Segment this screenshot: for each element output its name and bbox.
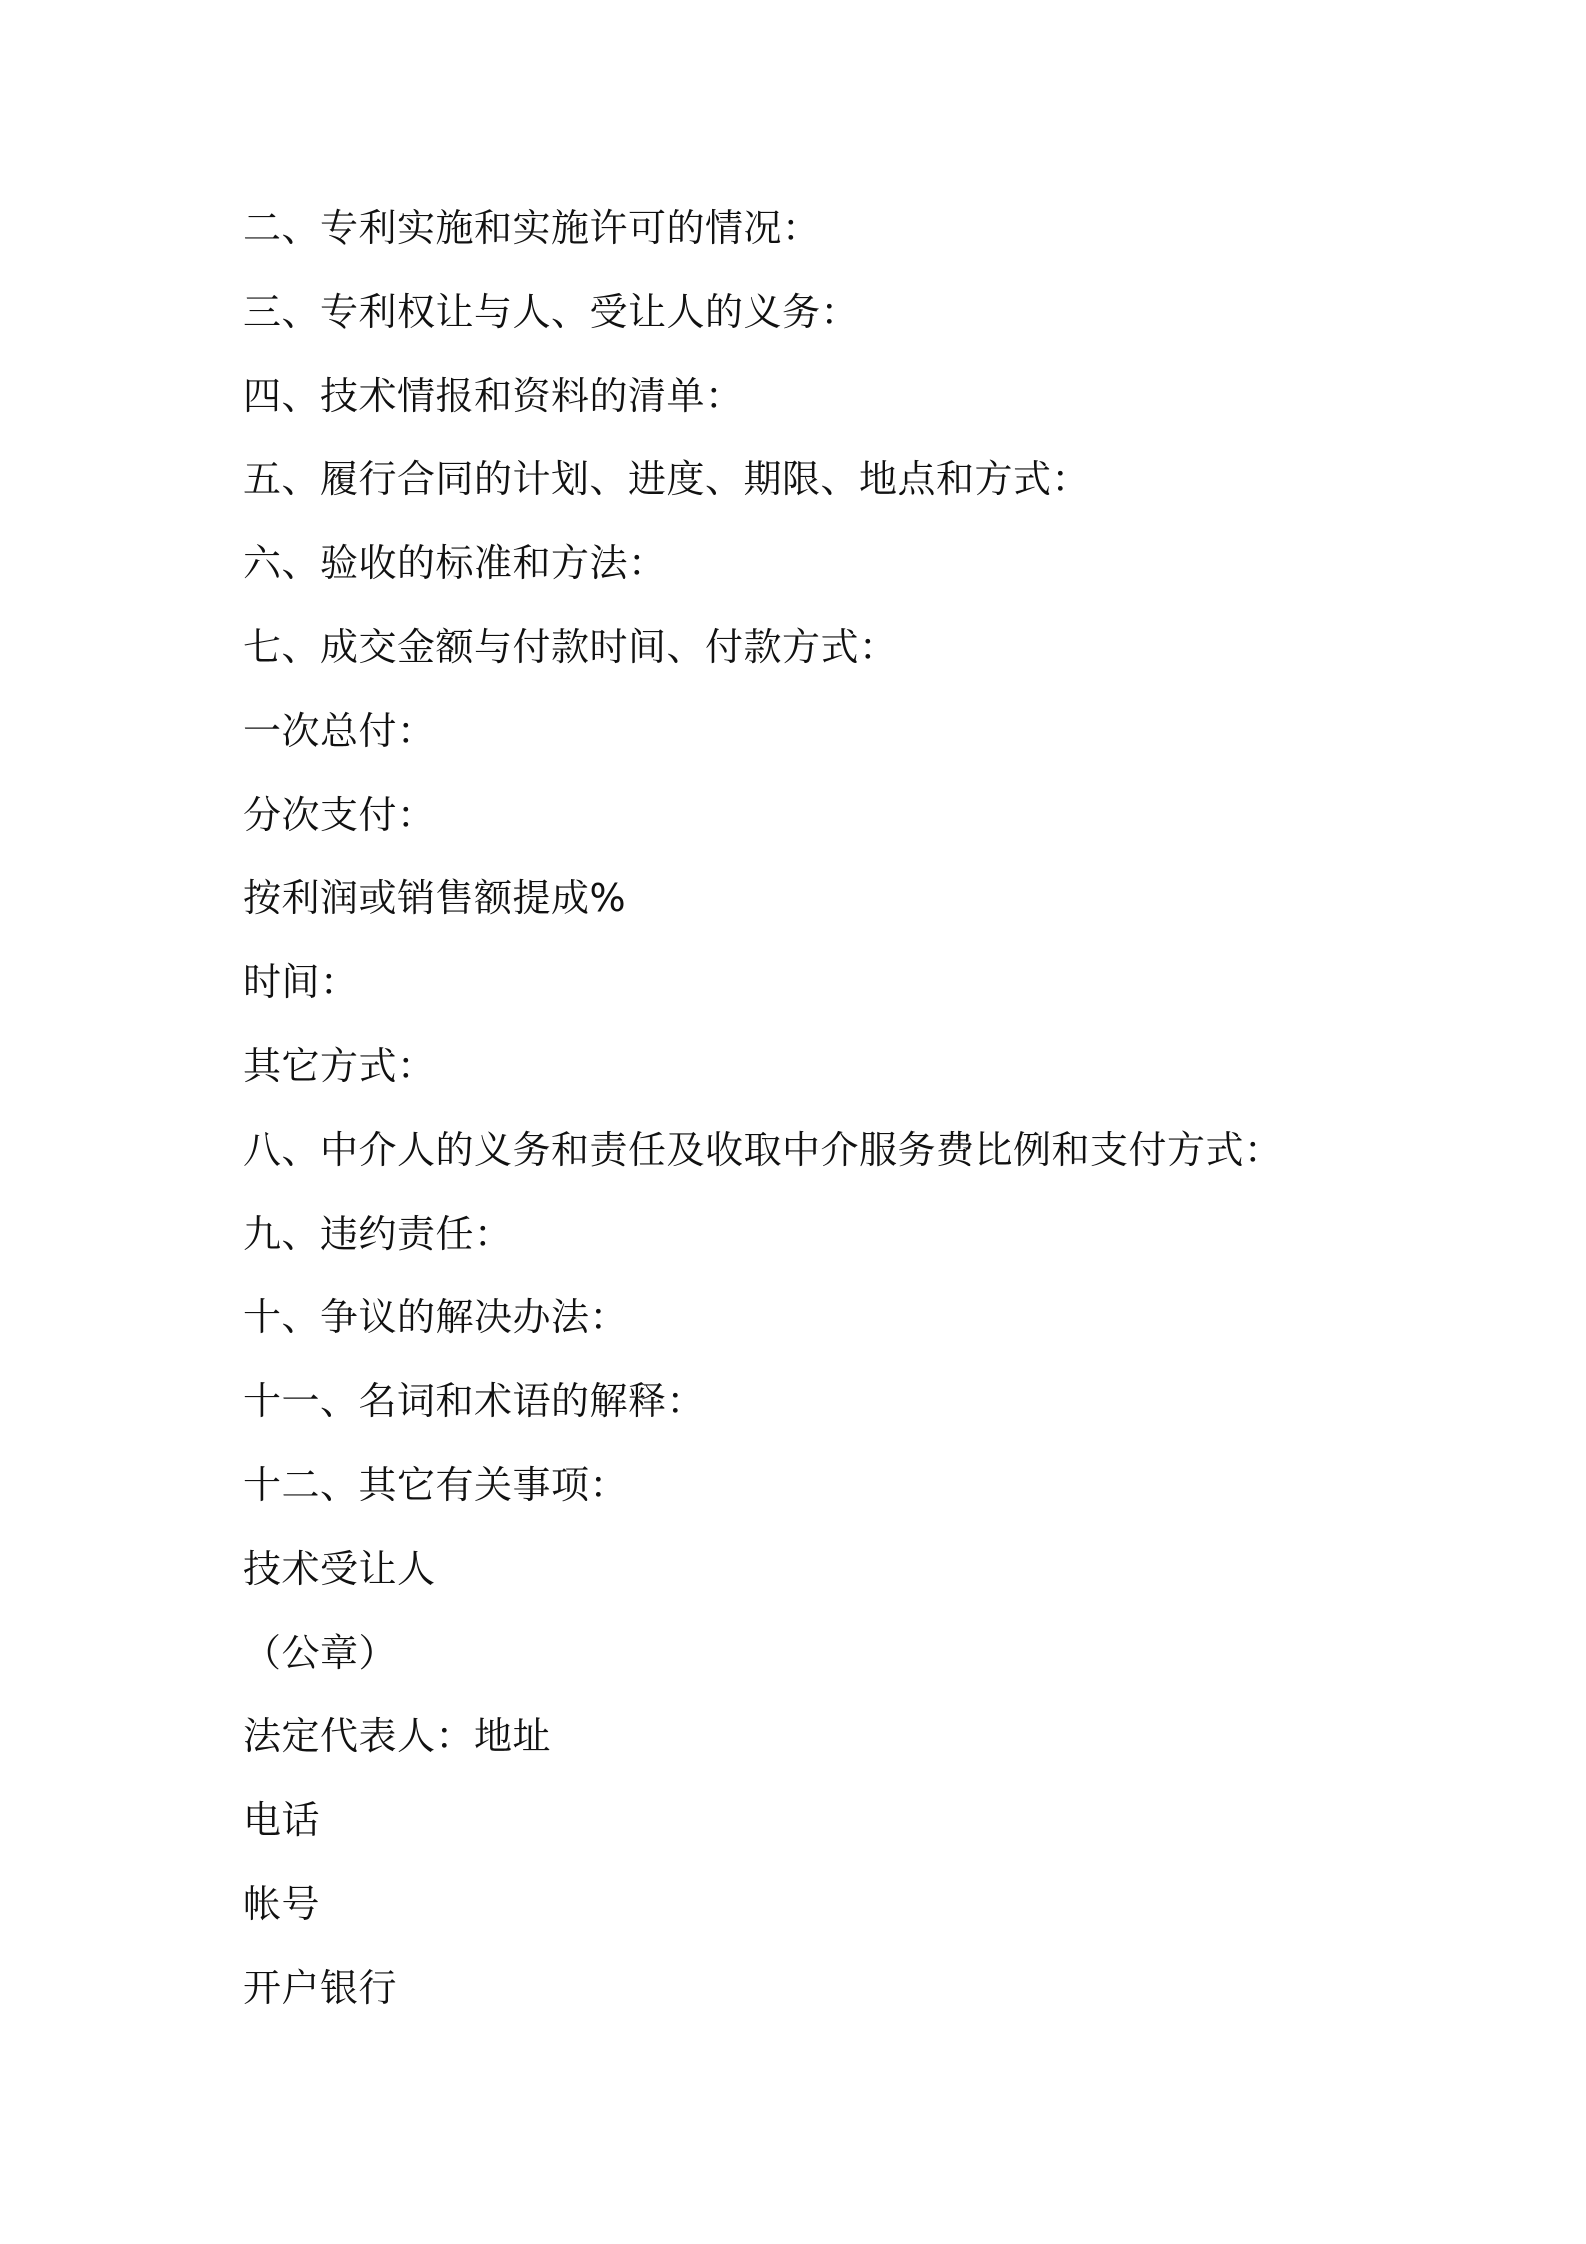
payment-lump-sum: 一次总付： bbox=[243, 708, 436, 753]
signatory-representative-address: 法定代表人：地址 bbox=[243, 1714, 552, 1759]
section-4-technical-info: 四、技术情报和资料的清单： bbox=[243, 373, 744, 418]
section-3-obligations: 三、专利权让与人、受让人的义务： bbox=[243, 289, 860, 334]
payment-time: 时间： bbox=[243, 960, 359, 1005]
section-5-performance-plan: 五、履行合同的计划、进度、期限、地点和方式： bbox=[243, 457, 1091, 502]
section-8-intermediary: 八、中介人的义务和责任及收取中介服务费比例和支付方式： bbox=[243, 1127, 1283, 1172]
payment-royalty: 按利润或销售额提成% bbox=[243, 876, 627, 921]
signatory-bank: 开户银行 bbox=[243, 1965, 398, 2010]
signatory-phone: 电话 bbox=[243, 1798, 321, 1843]
document-body bbox=[243, 198, 1443, 2042]
signatory-transferee: 技术受让人 bbox=[243, 1546, 436, 1591]
section-12-other-matters: 十二、其它有关事项： bbox=[243, 1462, 629, 1507]
payment-other: 其它方式： bbox=[243, 1043, 436, 1088]
section-11-terms: 十一、名词和术语的解释： bbox=[243, 1379, 706, 1424]
section-7-payment: 七、成交金额与付款时间、付款方式： bbox=[243, 624, 898, 669]
section-2-patent-implementation: 二、专利实施和实施许可的情况： bbox=[243, 206, 821, 250]
section-6-acceptance: 六、验收的标准和方法： bbox=[243, 541, 667, 586]
section-9-liability: 九、违约责任： bbox=[243, 1211, 513, 1256]
payment-installments: 分次支付： bbox=[243, 792, 436, 837]
section-10-dispute: 十、争议的解决办法： bbox=[243, 1295, 629, 1340]
signatory-account: 帐号 bbox=[243, 1881, 321, 1926]
signatory-seal: （公章） bbox=[243, 1630, 398, 1675]
